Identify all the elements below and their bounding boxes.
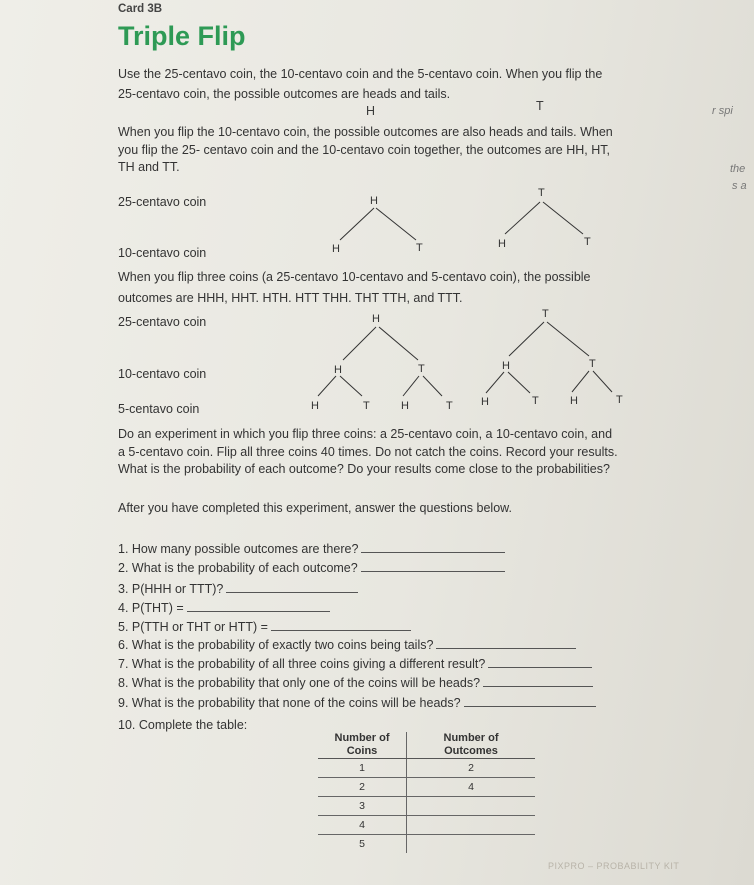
header-number-of-coins (318, 732, 407, 759)
answer-blank[interactable] (464, 694, 596, 707)
after-instructions: After you have completed this experiment, answer the questions below. (118, 501, 512, 515)
answer-blank[interactable] (361, 540, 505, 553)
tree-branch (340, 208, 374, 240)
question-text: 7. What is the probability of all three coins giving a different result? (118, 657, 486, 671)
tree-node-h: H (372, 313, 380, 325)
tree-node-h: H (502, 360, 510, 372)
experiment-line-2: a 5-centavo coin. Flip all three coins 40 times. Do not catch the coins. Record your results. (118, 445, 618, 459)
two-coin-tree-tails (498, 187, 591, 250)
tree-node-t: T (418, 363, 425, 375)
bleed-text-2: the (730, 163, 746, 175)
question-2 (118, 559, 505, 575)
bleed-text-3: s a (732, 180, 747, 192)
answer-blank[interactable] (436, 636, 576, 649)
tree-node-h: H (311, 400, 319, 412)
three-coin-tree-heads (311, 313, 453, 412)
tree-node-t: T (589, 358, 596, 370)
tree-node-h: H (570, 395, 578, 407)
question-text: 9. What is the probability that none of the coins will be heads? (118, 696, 461, 710)
three-coin-25-label: 25-centavo coin (118, 315, 207, 329)
cell-coins: 2 (318, 778, 407, 797)
question-5 (118, 618, 411, 634)
question-text: 4. P(THT) = (118, 601, 184, 615)
tree-node-t: T (446, 400, 453, 412)
answer-blank[interactable] (483, 674, 593, 687)
header-number-of-outcomes (407, 732, 536, 759)
tree-branch (508, 372, 530, 393)
bleed-text-1: r spi (712, 105, 733, 117)
tree-branch (318, 376, 336, 396)
tree-branch (403, 376, 419, 396)
tree-branch (340, 376, 362, 396)
three-coin-line-2: outcomes are HHH, HHT. HTH. HTT THH. THT TTH, and TTT. (118, 291, 463, 305)
question-text: 1. How many possible outcomes are there? (118, 542, 359, 556)
header-line: Outcomes (444, 745, 498, 757)
table-row (318, 778, 535, 797)
question-9 (118, 694, 596, 710)
experiment-line-3: What is the probability of each outcome? Do your results come close to the probabilities? (118, 462, 610, 476)
answer-blank[interactable] (488, 655, 592, 668)
table-row (318, 797, 535, 816)
tree-branch (505, 202, 540, 234)
tree-node-h: H (334, 364, 342, 376)
tree-branch (543, 202, 583, 234)
tree-branch (486, 372, 504, 393)
experiment-line-1: Do an experiment in which you flip three coins: a 25-centavo coin, a 10-centavo coin, and (118, 427, 613, 441)
tree-branch (547, 322, 589, 356)
question-text: 2. What is the probability of each outcome? (118, 561, 358, 575)
cell-outcomes-empty[interactable] (407, 835, 536, 854)
tree-node-h: H (401, 400, 409, 412)
table-header-row (318, 732, 535, 759)
two-coin-25-label: 25-centavo coin (118, 195, 207, 209)
footer-brand: PIXPRO – PROBABILITY KIT (548, 861, 680, 871)
three-coin-tree-tails (481, 308, 623, 408)
tree-node-t: T (616, 394, 623, 406)
cell-coins: 5 (318, 835, 407, 854)
header-line: Coins (346, 745, 378, 757)
answer-blank[interactable] (361, 559, 505, 572)
tree-node-t: T (363, 400, 370, 412)
outcomes-table (318, 732, 535, 853)
tree-node-t: T (584, 236, 591, 248)
question-text: 8. What is the probability that only one of the coins will be heads? (118, 676, 481, 690)
intro-line-2: 25-centavo coin, the possible outcomes are heads and tails. (118, 87, 451, 101)
table-row (318, 759, 535, 778)
answer-blank[interactable] (187, 599, 330, 612)
cell-outcomes-empty[interactable] (407, 797, 536, 816)
question-text: 6. What is the probability of exactly two coins being tails? (118, 638, 434, 652)
tree-branch (593, 371, 612, 392)
two-coin-10-label: 10-centavo coin (118, 246, 207, 260)
two-coin-tree-heads (332, 195, 423, 255)
table-row (318, 816, 535, 835)
question-4 (118, 599, 330, 615)
question-6 (118, 636, 576, 652)
question-text: 3. P(HHH or TTT)? (118, 582, 224, 596)
tree-node-h: H (481, 396, 489, 408)
question-8 (118, 674, 593, 690)
question-1 (118, 540, 505, 556)
tree-branch (343, 327, 376, 360)
cell-outcomes: 2 (407, 759, 536, 778)
question-text: 5. P(TTH or THT or HTT) = (118, 620, 268, 634)
cell-coins: 3 (318, 797, 407, 816)
intro-line-4: you flip the 25- centavo coin and the 10-centavo coin together, the outcomes are HH, HT, (118, 143, 610, 157)
tree-node-t: T (542, 308, 549, 320)
tree-node-h: H (332, 243, 340, 255)
intro-line-1: Use the 25-centavo coin, the 10-centavo coin and the 5-centavo coin. When you flip the (118, 67, 603, 81)
question-3 (118, 580, 358, 596)
three-coin-line-1: When you flip three coins (a 25-centavo 10-centavo and 5-centavo coin), the possible (118, 270, 591, 284)
tree-branch (376, 208, 416, 240)
tree-node-t: T (416, 242, 423, 254)
answer-blank[interactable] (271, 618, 411, 631)
tree-node-h: H (370, 195, 378, 207)
cell-outcomes: 4 (407, 778, 536, 797)
tree-node-h: H (498, 238, 506, 250)
tree-branch (572, 371, 589, 392)
tree-node-t: T (532, 395, 539, 407)
intro-line-3: When you flip the 10-centavo coin, the possible outcomes are also heads and tails. When (118, 125, 613, 139)
tree-branch (423, 376, 442, 396)
three-coin-5-label: 5-centavo coin (118, 402, 200, 416)
table-row (318, 835, 535, 854)
three-coin-10-label: 10-centavo coin (118, 367, 207, 381)
intro-line-5: TH and TT. (118, 160, 180, 174)
intro-t-label: T (536, 99, 544, 113)
question-10: 10. Complete the table: (118, 718, 248, 732)
card-label: Card 3B (118, 3, 163, 15)
answer-blank[interactable] (226, 580, 358, 593)
page-title: Triple Flip (118, 21, 246, 51)
intro-h-label: H (366, 104, 376, 118)
header-line: Number of (334, 732, 390, 744)
cell-coins: 4 (318, 816, 407, 835)
tree-node-t: T (538, 187, 545, 199)
question-7 (118, 655, 592, 671)
tree-branch (509, 322, 544, 356)
header-line: Number of (443, 732, 499, 744)
cell-outcomes-empty[interactable] (407, 816, 536, 835)
tree-branch (379, 327, 418, 360)
cell-coins: 1 (318, 759, 407, 778)
